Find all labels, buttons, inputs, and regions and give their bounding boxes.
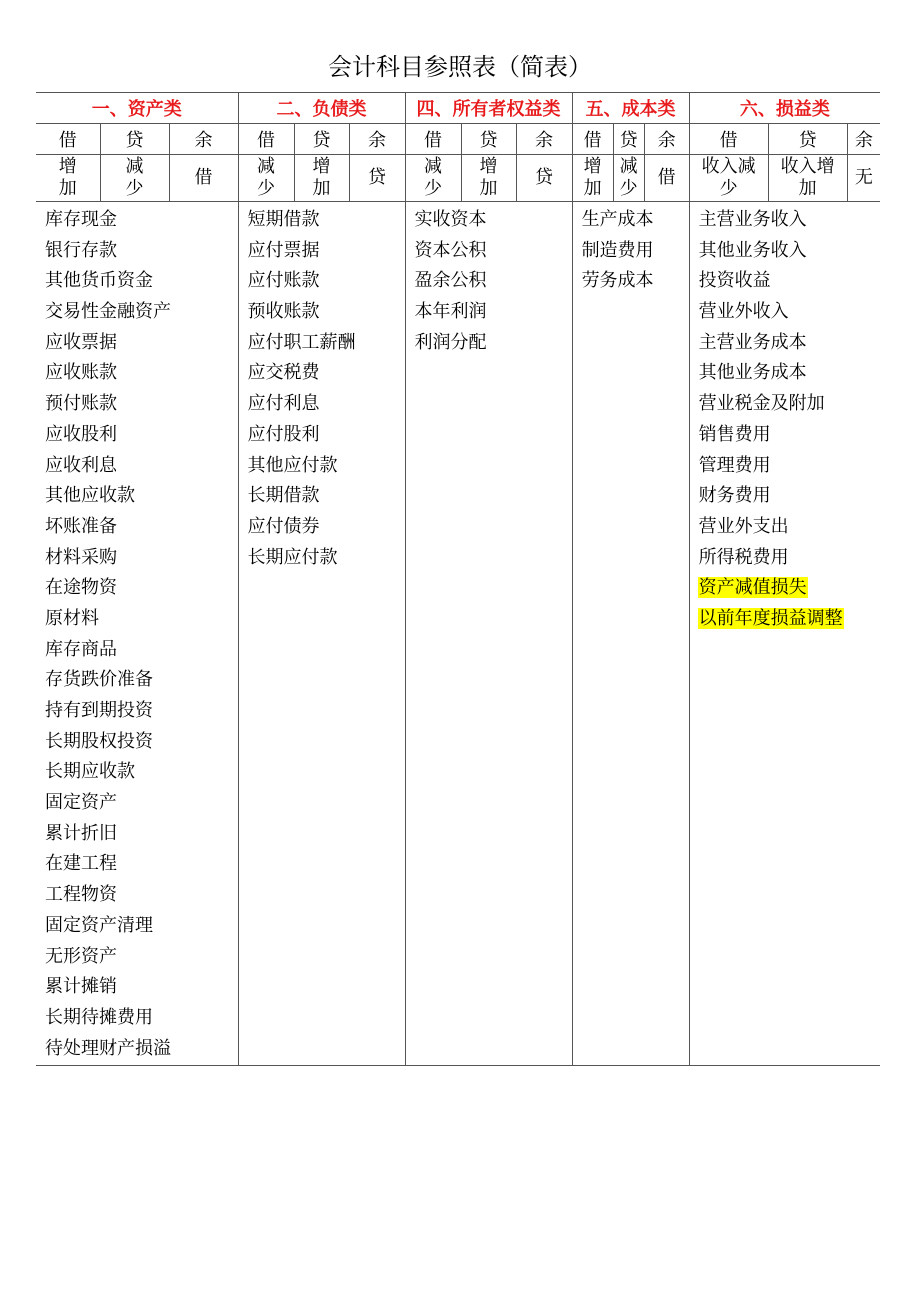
account-item (44, 298, 238, 329)
account-reference-table (36, 92, 880, 1066)
account-item (247, 298, 405, 329)
account-item (698, 206, 881, 237)
account-name: 劳务成本 (581, 270, 654, 292)
account-name: 财务费用 (698, 485, 771, 507)
highlighted-account-name: 以前年度损益调整 (698, 607, 843, 629)
cost-balance-header: 余 (644, 124, 689, 155)
account-item (698, 605, 881, 636)
account-item (698, 390, 881, 421)
account-name: 在建工程 (45, 853, 117, 875)
account-name: 应付职工薪酬 (247, 331, 356, 353)
account-name: 营业外收入 (698, 301, 789, 323)
account-name: 存货跌价准备 (45, 669, 153, 691)
account-name: 所得税费用 (698, 546, 789, 568)
account-name: 投资收益 (698, 270, 771, 292)
account-item (44, 329, 238, 360)
account-item (44, 881, 238, 912)
account-item (44, 267, 238, 298)
accounts-row (36, 202, 880, 1066)
account-name: 在途物资 (45, 577, 117, 599)
liabilities-balance-header: 余 (349, 124, 405, 155)
account-item (698, 267, 881, 298)
direction-header-row (36, 124, 880, 155)
cost-balance-side: 借 (644, 155, 689, 202)
account-name: 长期待摊费用 (45, 1006, 153, 1028)
account-name: 库存商品 (45, 638, 117, 660)
account-name: 本年利润 (414, 301, 487, 323)
account-item (698, 452, 881, 483)
account-name: 长期股权投资 (45, 730, 153, 752)
cost-debit-effect: 增 加 (572, 155, 613, 202)
account-item (247, 359, 405, 390)
account-name: 销售费用 (698, 423, 771, 445)
account-item (698, 329, 881, 360)
equity-debit-header: 借 (405, 124, 461, 155)
account-item (698, 359, 881, 390)
cost-debit-header: 借 (572, 124, 613, 155)
account-name: 应付利息 (247, 393, 320, 415)
liabilities-credit-header: 贷 (294, 124, 349, 155)
account-name: 持有到期投资 (45, 700, 153, 721)
account-item (247, 482, 405, 513)
equity-credit-effect: 增 加 (461, 155, 516, 202)
category-liabilities: 二、负债类 (238, 93, 405, 124)
account-item (44, 697, 238, 728)
account-name: 主营业务成本 (698, 331, 807, 353)
account-item (44, 513, 238, 544)
account-name: 坏账准备 (45, 515, 117, 537)
assets-balance-side: 借 (169, 155, 238, 202)
category-owners-equity: 四、所有者权益类 (405, 93, 572, 124)
account-name: 应收利息 (45, 454, 117, 476)
equity-account-list (405, 202, 572, 1066)
account-item (44, 206, 238, 237)
account-name: 短期借款 (247, 209, 320, 230)
account-item (44, 912, 238, 943)
equity-balance-side: 贷 (516, 155, 572, 202)
account-name: 银行存款 (45, 239, 117, 261)
account-item (247, 267, 405, 298)
account-name: 长期应收款 (45, 761, 135, 783)
account-name: 实收资本 (414, 209, 487, 230)
account-item (698, 513, 881, 544)
account-name: 营业税金及附加 (698, 393, 825, 415)
account-name: 其他应付款 (247, 454, 338, 476)
account-item (698, 237, 881, 268)
account-item (44, 544, 238, 575)
account-name: 固定资产 (45, 792, 117, 814)
account-name: 生产成本 (581, 209, 654, 230)
category-profit-loss: 六、损益类 (689, 93, 880, 124)
account-item (44, 605, 238, 636)
assets-credit-header: 贷 (100, 124, 169, 155)
cost-account-list (572, 202, 689, 1066)
account-name: 其他业务收入 (698, 239, 807, 261)
account-name: 其他业务成本 (698, 362, 807, 384)
account-item (414, 298, 572, 329)
account-item (247, 237, 405, 268)
account-item (581, 237, 689, 268)
equity-credit-header: 贷 (461, 124, 516, 155)
account-name: 管理费用 (698, 454, 771, 476)
effect-row (36, 155, 880, 202)
cost-credit-effect: 减 少 (613, 155, 644, 202)
account-item (247, 390, 405, 421)
category-cost: 五、成本类 (572, 93, 689, 124)
account-item (44, 237, 238, 268)
account-item (44, 421, 238, 452)
liabilities-account-list (238, 202, 405, 1066)
account-item (44, 390, 238, 421)
account-name: 工程物资 (45, 884, 117, 906)
category-header-row (36, 93, 880, 124)
account-item (414, 237, 572, 268)
account-item (247, 206, 405, 237)
account-name: 固定资产清理 (45, 914, 153, 936)
account-name: 库存现金 (45, 209, 117, 230)
account-name: 预收账款 (247, 301, 320, 323)
account-item (44, 758, 238, 789)
account-item (414, 329, 572, 360)
account-name: 应收票据 (45, 331, 117, 353)
pl-balance-side: 无 (847, 155, 880, 202)
account-item (247, 513, 405, 544)
account-item (581, 267, 689, 298)
account-name: 利润分配 (414, 331, 487, 353)
account-name: 资本公积 (414, 239, 487, 261)
account-item (698, 574, 881, 605)
assets-balance-header: 余 (169, 124, 238, 155)
assets-debit-header: 借 (36, 124, 100, 155)
account-name: 其他货币资金 (45, 270, 153, 292)
equity-debit-effect: 减 少 (405, 155, 461, 202)
account-item (698, 482, 881, 513)
assets-account-list (36, 202, 238, 1066)
account-name: 应付股利 (247, 423, 320, 445)
account-item (44, 1004, 238, 1035)
account-item (44, 1035, 238, 1066)
pl-balance-header: 余 (847, 124, 880, 155)
pl-account-list (689, 202, 880, 1066)
pl-credit-header: 贷 (768, 124, 847, 155)
account-name: 营业外支出 (698, 515, 789, 537)
account-item (44, 973, 238, 1004)
account-name: 累计折旧 (45, 822, 117, 844)
account-name: 应收账款 (45, 362, 117, 384)
account-name: 主营业务收入 (698, 209, 807, 230)
account-item (414, 267, 572, 298)
highlighted-account-name: 资产减值损失 (698, 577, 807, 599)
account-item (698, 298, 881, 329)
pl-credit-effect: 收入增 加 (768, 155, 847, 202)
account-name: 原材料 (45, 607, 99, 629)
liabilities-balance-side: 贷 (349, 155, 405, 202)
account-item (44, 728, 238, 759)
account-name: 应收股利 (45, 423, 117, 445)
account-item (44, 359, 238, 390)
liabilities-credit-effect: 增 加 (294, 155, 349, 202)
assets-debit-effect: 增 加 (36, 155, 100, 202)
account-name: 其他应收款 (45, 485, 135, 507)
account-name: 无形资产 (45, 945, 117, 967)
cost-credit-header: 贷 (613, 124, 644, 155)
category-assets: 一、资产类 (36, 93, 238, 124)
account-name: 应付债券 (247, 515, 320, 537)
page-title: 会计科目参照表（简表） (328, 53, 592, 81)
account-item (44, 452, 238, 483)
account-item (581, 206, 689, 237)
liabilities-debit-effect: 减 少 (238, 155, 294, 202)
equity-balance-header: 余 (516, 124, 572, 155)
account-name: 应付账款 (247, 270, 320, 292)
account-item (247, 452, 405, 483)
liabilities-debit-header: 借 (238, 124, 294, 155)
account-item (698, 544, 881, 575)
pl-debit-header: 借 (689, 124, 768, 155)
account-name: 盈余公积 (414, 270, 487, 292)
account-item (247, 544, 405, 575)
account-name: 制造费用 (581, 239, 654, 261)
account-name: 待处理财产损溢 (45, 1037, 171, 1059)
account-item (44, 850, 238, 881)
pl-debit-effect: 收入减 少 (689, 155, 768, 202)
account-name: 预付账款 (45, 393, 117, 415)
account-name: 长期借款 (247, 485, 320, 507)
account-name: 应付票据 (247, 239, 320, 261)
account-item (44, 636, 238, 667)
account-name: 材料采购 (45, 546, 117, 568)
account-name: 累计摊销 (45, 976, 117, 998)
account-item (44, 943, 238, 974)
account-item (44, 666, 238, 697)
account-item (698, 421, 881, 452)
account-item (44, 574, 238, 605)
account-item (414, 206, 572, 237)
account-item (44, 482, 238, 513)
account-name: 交易性金融资产 (45, 301, 171, 323)
account-item (44, 789, 238, 820)
account-item (247, 421, 405, 452)
account-item (44, 820, 238, 851)
account-item (247, 329, 405, 360)
assets-credit-effect: 减 少 (100, 155, 169, 202)
account-name: 应交税费 (247, 362, 320, 384)
account-name: 长期应付款 (247, 546, 338, 568)
